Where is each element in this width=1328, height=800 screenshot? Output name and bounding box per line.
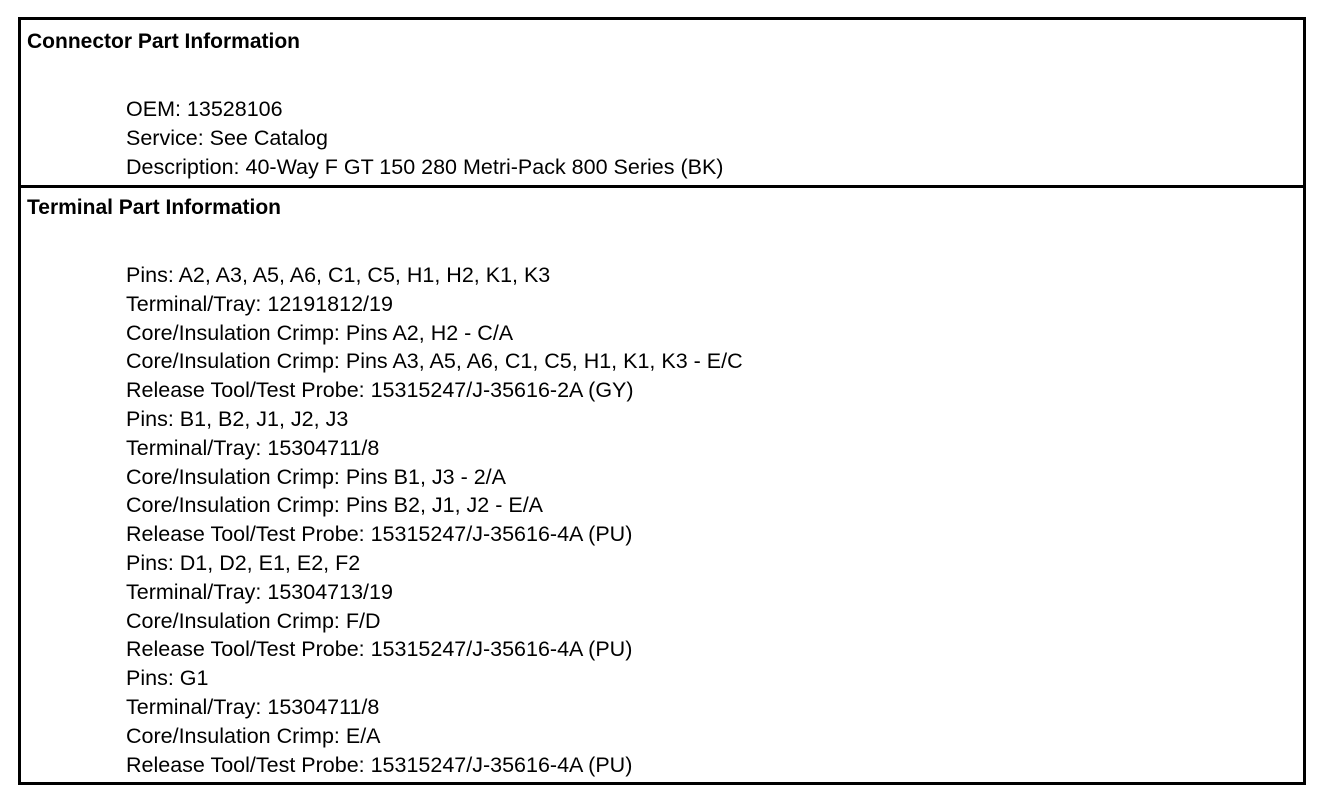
terminal-info-list (126, 261, 743, 779)
connector-section-heading: Connector Part Information (27, 30, 301, 53)
terminal-info-line: Core/Insulation Crimp: Pins A3, A5, A6, C1, C5, H1, K1, K3 - E/C (126, 349, 743, 374)
terminal-info-line: Terminal/Tray: 15304711/8 (126, 435, 380, 460)
terminal-info-line: Terminal/Tray: 15304713/19 (126, 579, 393, 604)
terminal-part-section (21, 188, 1303, 782)
connector-info-list (126, 95, 723, 181)
terminal-info-line: Release Tool/Test Probe: 15315247/J-35616-4A (PU) (126, 522, 633, 547)
terminal-section-heading: Terminal Part Information (27, 196, 281, 219)
terminal-info-line: Pins: G1 (126, 666, 209, 691)
terminal-info-line: Terminal/Tray: 15304711/8 (126, 694, 380, 719)
terminal-info-line: Pins: B1, B2, J1, J2, J3 (126, 406, 349, 431)
terminal-info-line: Pins: A2, A3, A5, A6, C1, C5, H1, H2, K1, K3 (126, 263, 551, 287)
connector-oem-line: OEM: 13528106 (126, 97, 283, 121)
terminal-info-line: Core/Insulation Crimp: Pins B1, J3 - 2/A (126, 464, 506, 489)
terminal-info-line: Release Tool/Test Probe: 15315247/J-35616-4A (PU) (126, 752, 633, 777)
terminal-info-line: Release Tool/Test Probe: 15315247/J-35616-2A (GY) (126, 378, 634, 403)
terminal-info-line: Core/Insulation Crimp: Pins A2, H2 - C/A (126, 320, 514, 345)
terminal-info-line: Core/Insulation Crimp: F/D (126, 608, 381, 633)
terminal-info-line: Core/Insulation Crimp: Pins B2, J1, J2 - E/A (126, 493, 544, 518)
connector-part-section (21, 20, 1303, 188)
terminal-info-line: Terminal/Tray: 12191812/19 (126, 291, 393, 316)
terminal-info-line: Pins: D1, D2, E1, E2, F2 (126, 550, 361, 575)
connector-description-line: Description: 40-Way F GT 150 280 Metri-Pack 800 Series (BK) (126, 154, 724, 179)
part-information-table (18, 17, 1306, 785)
terminal-info-line: Release Tool/Test Probe: 15315247/J-35616-4A (PU) (126, 637, 633, 662)
connector-service-line: Service: See Catalog (126, 125, 328, 150)
terminal-info-line: Core/Insulation Crimp: E/A (126, 723, 381, 748)
